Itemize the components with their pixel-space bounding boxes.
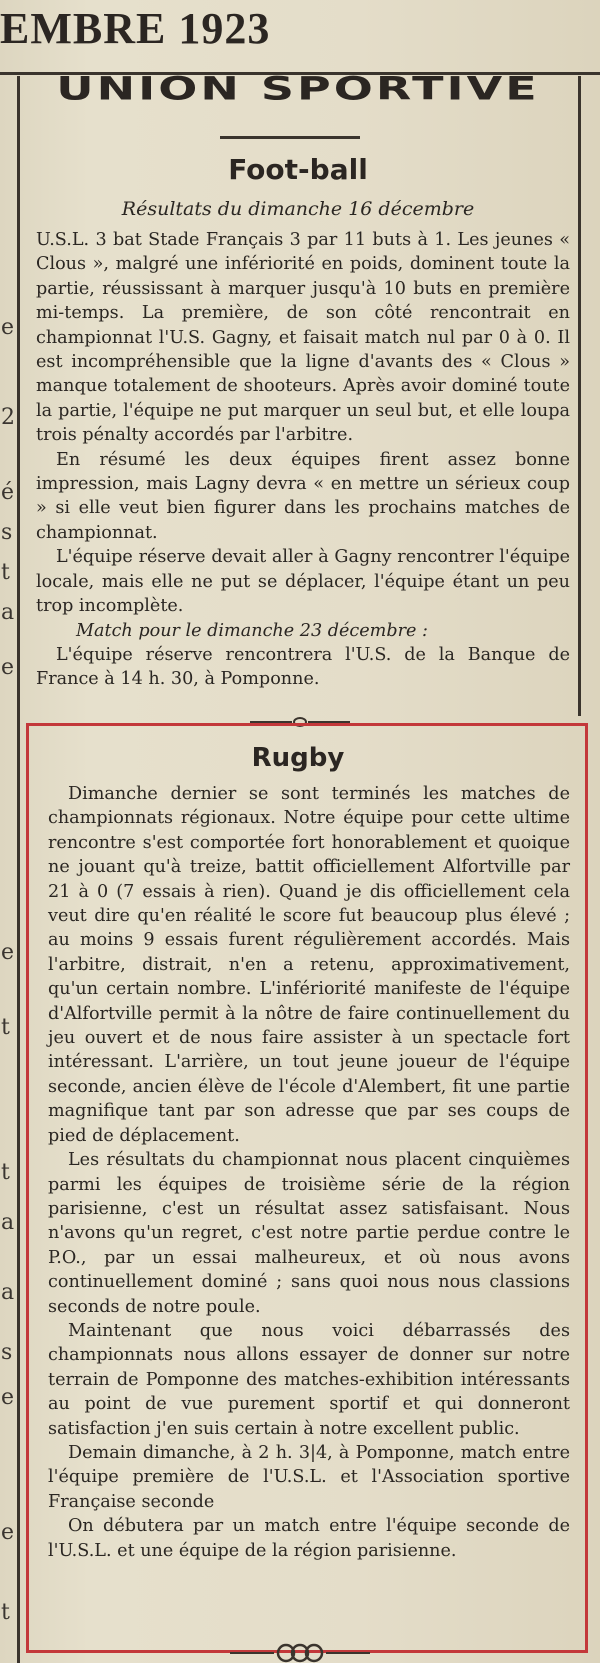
- gutter-letter: 2: [1, 405, 15, 430]
- section-title: UNION SPORTIVE: [56, 72, 540, 107]
- gutter-letter: t: [1, 560, 10, 585]
- rugby-article: [48, 782, 570, 1563]
- gutter-letter: t: [1, 1160, 10, 1185]
- gutter-letter: e: [1, 1385, 15, 1410]
- rugby-paragraph: Demain dimanche, à 2 h. 3|4, à Pomponne, match entre l'équipe première de l'U.S.L. et l'Association sportive Française seconde: [48, 1442, 570, 1512]
- rugby-paragraph: Dimanche dernier se sont terminés les matches de championnats régionaux. Notre équipe pour cette ultime rencontre s'est comportée fort honorablement et quoique ne jouant qu'à treize, battit officiellement Alfortville par 21 à 0 (7 essais à rien). Quand je dis officiellement cela veut dire qu'en réalité le score fut beaucoup plus élevé ; au moins 9 essais furent régulièrement accordés. Mais l'arbitre, distrait, n'en a retenu, approximativement, qu'un certain nombre. L'infériorité manifeste de l'équipe d'Alfortville permit à la nôtre de faire continuellement du jeu ouvert et de nous faire assister à un spectacle fort intéressant. L'arrière, un tout jeune joueur de l'équipe seconde, ancien élève de l'école d'Alembert, fit une partie magnifique tant par son adresse que par ses coups de pied de déplacement.: [48, 784, 570, 1146]
- gutter-letter: t: [1, 1600, 10, 1625]
- frame-right-rule: [578, 76, 581, 716]
- gutter-letter: e: [1, 315, 15, 340]
- gutter-letter: t: [1, 1015, 10, 1040]
- football-match-text: L'équipe réserve rencontrera l'U.S. de la Banque de France à 14 h. 30, à Pomponne.: [36, 644, 570, 690]
- frame-left-rule: [17, 76, 20, 1663]
- rugby-paragraph: Les résultats du championnat nous placent cinquièmes parmi les équipes de troisième série de la région parisienne, c'est un résultat assez satisfaisant. Nous n'avons qu'un regret, c'est notre partie perdue contre le P.O., par un essai malheureux, et où nous avons continuellement dominé ; sans quoi nous nous classions seconds de notre poule.: [48, 1150, 570, 1317]
- title-underline: [220, 136, 360, 139]
- bottom-ornament: [230, 1643, 370, 1663]
- gutter-letter: s: [1, 520, 13, 545]
- rugby-paragraph: Maintenant que nous voici débarrassés des championnats nous allons essayer de donner sur notre terrain de Pomponne des matches-exhibition intéressants au point de vue purement sportif et qui donneront satisfaction j'en suis certain à notre excellent public.: [48, 1320, 570, 1439]
- gutter-letter: a: [1, 1210, 15, 1235]
- gutter-letter: é: [1, 480, 15, 505]
- gutter-letter: e: [1, 655, 15, 680]
- gutter-letter: a: [1, 600, 15, 625]
- gutter-letter: e: [1, 1520, 15, 1545]
- rugby-paragraph: On débutera par un match entre l'équipe seconde de l'U.S.L. et une équipe de la région parisienne.: [48, 1516, 570, 1561]
- gutter-letter: a: [1, 1280, 15, 1305]
- left-column-fragment: [0, 80, 16, 1663]
- football-match-heading: Match pour le dimanche 23 décembre :: [76, 620, 428, 641]
- football-heading: Foot-ball: [228, 153, 368, 186]
- gutter-letter: e: [1, 940, 15, 965]
- football-paragraph: L'équipe réserve devait aller à Gagny rencontrer l'équipe locale, mais elle ne put se déplacer, l'équipe étant un peu trop incomplète.: [36, 547, 570, 617]
- masthead-date: EMBRE 1923: [0, 4, 271, 53]
- football-paragraph: En résumé les deux équipes firent assez bonne impression, mais Lagny devra « en mettre un sérieux coup » si elle veut bien figurer dans les prochains matches de championnat.: [36, 449, 570, 543]
- football-subheading: Résultats du dimanche 16 décembre: [121, 198, 475, 220]
- gutter-letter: s: [1, 1340, 13, 1365]
- football-paragraph: U.S.L. 3 bat Stade Français 3 par 11 buts à 1. Les jeunes « Clous », malgré une infériorité en poids, dominent toute la partie, réussissant à marquer jusqu'à 10 buts en première mi-temps. La première, de son côté rencontrait en championnat l'U.S. Gagny, et faisait match nul par 0 à 0. Il est incompréhensible que la ligne d'avants des « Clous » manque totalement de shooteurs. Après avoir dominé toute la partie, l'équipe ne put marquer un seul but, et elle loupa trois pénalty accordés par l'arbitre.: [36, 230, 570, 446]
- rugby-heading: Rugby: [251, 743, 345, 773]
- football-article: [36, 228, 570, 692]
